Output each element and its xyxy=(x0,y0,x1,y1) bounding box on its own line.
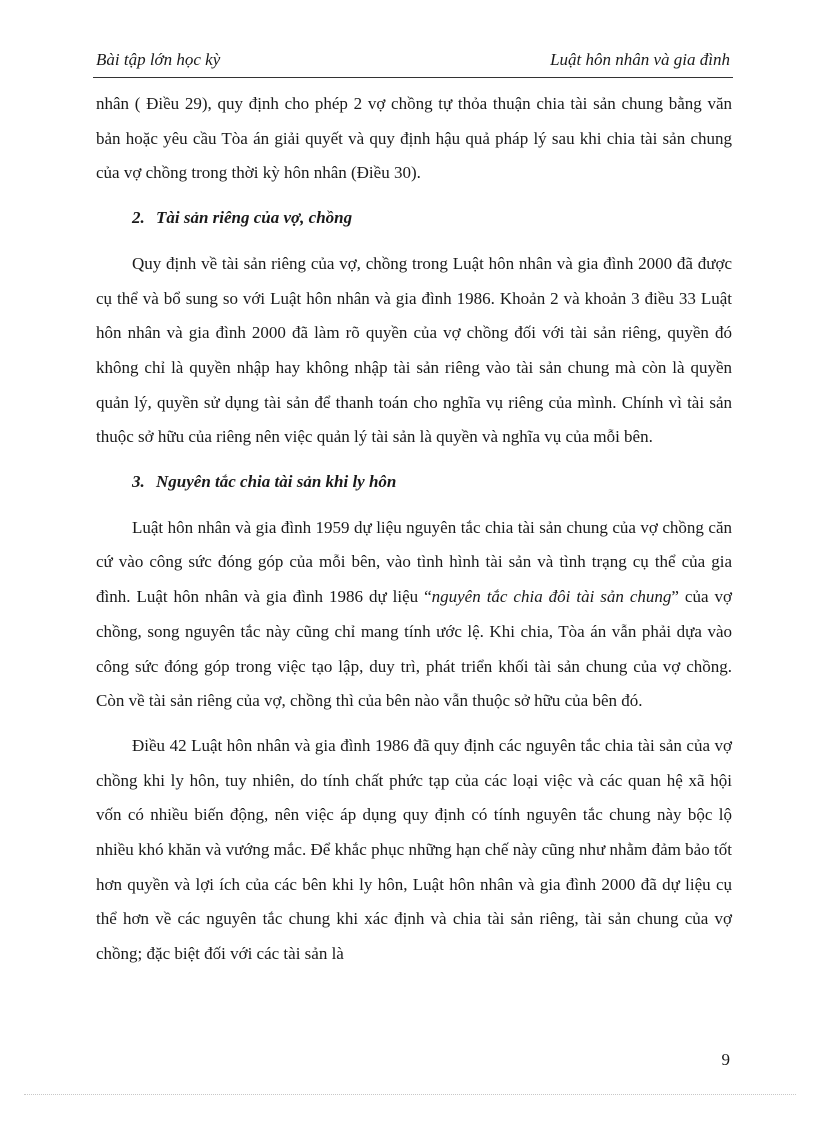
page-number: 9 xyxy=(721,1050,730,1069)
section-title: Tài sản riêng của vợ, chồng xyxy=(156,208,353,228)
section-heading-3 xyxy=(96,465,732,500)
section-number: 2. xyxy=(132,208,145,228)
italic-quote: nguyên tắc chia đôi tài sản chung xyxy=(431,587,672,607)
section-heading-2 xyxy=(96,201,732,236)
paragraph xyxy=(96,511,732,719)
text-run: ” của vợ chồng, song nguyên tắc này cũng chỉ mang tính ước lệ. Khi chia, Tòa án vẫn phải dựa vào công sức đóng góp trong việc tạo lập, duy trì, phát triển khối tài sản chung của vợ chồng. Còn về tài sản riêng của vợ, chồng thì của bên nào vẫn thuộc sở hữu của bên đó. xyxy=(96,587,732,711)
paragraph: Điều 42 Luật hôn nhân và gia đình 1986 đã quy định các nguyên tắc chia tài sản của vợ chồng khi ly hôn, tuy nhiên, do tính chất phức tạp của các loại việc và các quan hệ xã hội vốn có nhiều biến động, nên việc áp dụng quy định có tính nguyên tắc chung này bộc lộ nhiều khó khăn và vướng mắc. Để khắc phục những hạn chế này cũng như nhằm đảm bảo tốt hơn quyền và lợi ích của các bên khi ly hôn, Luật hôn nhân và gia đình 2000 đã dự liệu cụ thể hơn về các nguyên tắc chung khi xác định và chia tài sản riêng, tài sản chung của vợ chồng; đặc biệt đối với các tài sản là xyxy=(96,735,732,964)
section-title: Nguyên tắc chia tài sản khi ly hôn xyxy=(156,472,397,492)
paragraph-continuation: nhân ( Điều 29), quy định cho phép 2 vợ chồng tự thỏa thuận chia tài sản chung bằng văn bản hoặc yêu cầu Tòa án giải quyết và quy định hậu quả pháp lý sau khi chia tài sản chung của vợ chồng trong thời kỳ hôn nhân (Điều 30). xyxy=(96,94,732,183)
paragraph: Quy định về tài sản riêng của vợ, chồng trong Luật hôn nhân và gia đình 2000 đã được cụ thể và bổ sung so với Luật hôn nhân và gia đình 1986. Khoản 2 và khoản 3 điều 33 Luật hôn nhân và gia đình 2000 đã làm rõ quyền của vợ chồng đối với tài sản riêng, quyền đó không chỉ là quyền nhập hay không nhập tài sản riêng vào tài sản chung mà còn là quyền quản lý, quyền sử dụng tài sản để thanh toán cho nghĩa vụ riêng của mình. Chính vì tài sản thuộc sở hữu của riêng nên việc quản lý tài sản là quyền và nghĩa vụ của mỗi bên. xyxy=(96,253,732,447)
body-text xyxy=(96,87,732,982)
header-left: Bài tập lớn học kỳ xyxy=(96,50,221,69)
header-right: Luật hôn nhân và gia đình xyxy=(550,50,730,69)
footer-divider xyxy=(24,1094,796,1095)
section-number: 3. xyxy=(132,472,145,492)
text-run: Luật hôn nhân và gia đình 1959 dự liệu nguyên tắc chia tài sản chung của vợ chồng căn cứ vào công sức đóng góp của mỗi bên, vào tình hình tài sản và tình trạng cụ thể của gia đình. Luật hôn nhân và gia đình 1986 dự liệu “ xyxy=(96,517,732,607)
header-divider xyxy=(93,77,733,78)
